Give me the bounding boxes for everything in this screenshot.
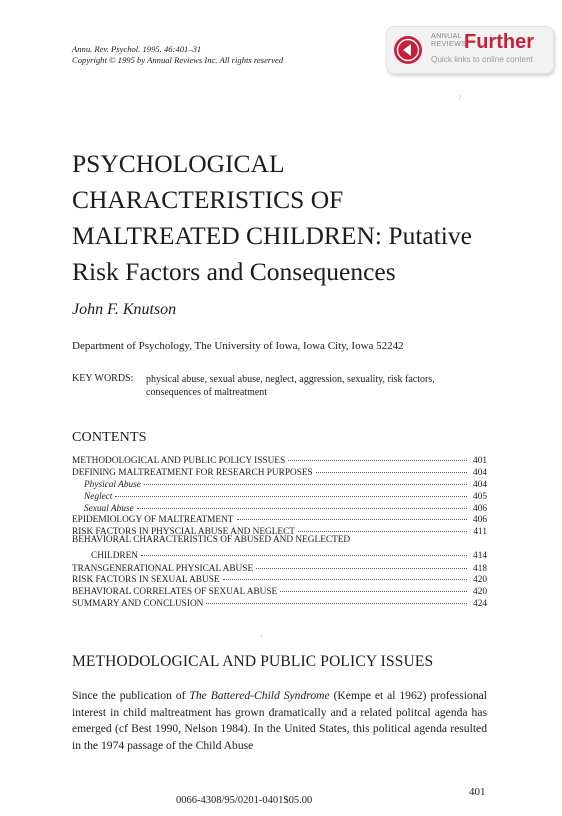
cited-book-title: The Battered-Child Syndrome	[189, 689, 330, 702]
toc-entry-page: 406	[473, 503, 487, 514]
toc-entry[interactable]	[72, 523, 487, 538]
toc-entry-title: DEFINING MALTREATMENT FOR RESEARCH PURPOSES	[72, 467, 313, 478]
toc-entry[interactable]	[72, 595, 487, 610]
section-heading: METHODOLOGICAL AND PUBLIC POLICY ISSUES	[72, 653, 434, 670]
badge-annual-label: ANNUAL	[431, 31, 462, 40]
toc-entry-title: TRANSGENERATIONAL PHYSICAL ABUSE	[72, 563, 254, 574]
toc-entry-title: BEHAVIORAL CORRELATES OF SEXUAL ABUSE	[72, 587, 278, 598]
body-paragraph	[72, 688, 487, 755]
toc-leader-dots	[115, 486, 467, 497]
toc-entry-title: SUMMARY AND CONCLUSION	[72, 599, 204, 610]
toc-leader-dots	[256, 558, 467, 569]
toc-entry-page: 424	[473, 599, 487, 610]
toc-leader-dots	[206, 593, 467, 604]
annual-reviews-further-badge[interactable]	[386, 26, 554, 74]
toc-entry-title: Neglect	[84, 491, 113, 502]
toc-entry-page: 406	[473, 515, 487, 526]
badge-annual-reviews-label	[431, 32, 466, 47]
toc-entry-title: RISK FACTORS IN SEXUAL ABUSE	[72, 575, 220, 586]
toc-entry-page: 411	[473, 527, 487, 538]
toc-entry-page: 404	[473, 479, 487, 490]
author-name: John F. Knutson	[72, 301, 177, 318]
toc-leader-dots	[280, 581, 467, 592]
citation-line-2: Copyright © 1995 by Annual Reviews Inc. All rights reserved	[72, 55, 284, 65]
toc-leader-dots	[137, 498, 467, 509]
stray-mark: /	[459, 94, 461, 102]
toc-leader-dots	[144, 474, 467, 485]
badge-subtitle: Quick links to online content	[431, 55, 533, 64]
toc-entry-page: 404	[473, 467, 487, 478]
toc-entry-page: 405	[473, 491, 487, 502]
journal-citation	[72, 44, 283, 66]
toc-leader-dots	[141, 545, 467, 556]
title-line-1: PSYCHOLOGICAL	[72, 149, 285, 178]
article-title	[72, 146, 522, 290]
toc-entry-title: RISK FACTORS IN PHYSCIAL ABUSE AND NEGLECT	[72, 527, 295, 538]
citation-line-1: Annu. Rev. Psychol. 1995. 46:401–31	[72, 44, 202, 54]
page-number: 401	[469, 786, 486, 798]
paragraph-text-start: Since the publication of	[72, 689, 190, 702]
keywords-text: physical abuse, sexual abuse, neglect, aggression, sexuality, risk factors, consequences of maltreatment	[146, 374, 435, 398]
toc-leader-dots	[298, 521, 467, 532]
toc-entry-title: CHILDREN	[91, 551, 138, 562]
toc-leader-dots	[237, 509, 468, 520]
keywords-label: KEY WORDS:	[72, 373, 134, 384]
play-arrow-icon	[393, 35, 423, 65]
toc-leader-dots	[288, 450, 467, 461]
paragraph-text-rest: (Kempe et al 1962) professional interest in child maltreatment has grown dramatically and a related politcal agenda has emerged (cf Best 1990, Nelson 1984). In the United States, this political agenda resulted in the 1974 passage of the Child Abuse	[72, 689, 487, 753]
issn-code: 0066-4308/95/0201-0401$05.00	[176, 795, 313, 806]
toc-entry-page: 418	[473, 563, 487, 574]
toc-entry-title: METHODOLOGICAL AND PUBLIC POLICY ISSUES	[72, 456, 286, 466]
title-line-4: Risk Factors and Consequences	[72, 257, 396, 286]
stray-dot: ·	[260, 632, 263, 641]
toc-leader-dots	[316, 462, 467, 473]
toc-entry-title: BEHAVIORAL CHARACTERISTICS OF ABUSED AND NEGLECTED	[72, 535, 351, 546]
toc-entry-title: Sexual Abuse	[84, 503, 134, 514]
title-line-2: CHARACTERISTICS OF	[72, 185, 344, 214]
author-affiliation: Department of Psychology, The University of Iowa, Iowa City, Iowa 52242	[72, 340, 404, 352]
toc-entry-title: EPIDEMIOLOGY OF MALTREATMENT	[72, 515, 234, 526]
contents-heading: CONTENTS	[72, 430, 147, 445]
toc-entry-title: Physical Abuse	[84, 479, 141, 490]
toc-entry-page: 420	[473, 575, 487, 586]
badge-further-label: Further	[464, 31, 534, 53]
toc-entry-page: 401	[473, 456, 487, 466]
toc-entry-page: 414	[473, 551, 487, 562]
table-of-contents	[72, 452, 487, 610]
title-line-3: MALTREATED CHILDREN: Putative	[72, 221, 472, 250]
badge-reviews-label: REVIEWS	[431, 38, 467, 48]
toc-leader-dots	[223, 569, 467, 580]
toc-entry-page: 420	[473, 587, 487, 598]
